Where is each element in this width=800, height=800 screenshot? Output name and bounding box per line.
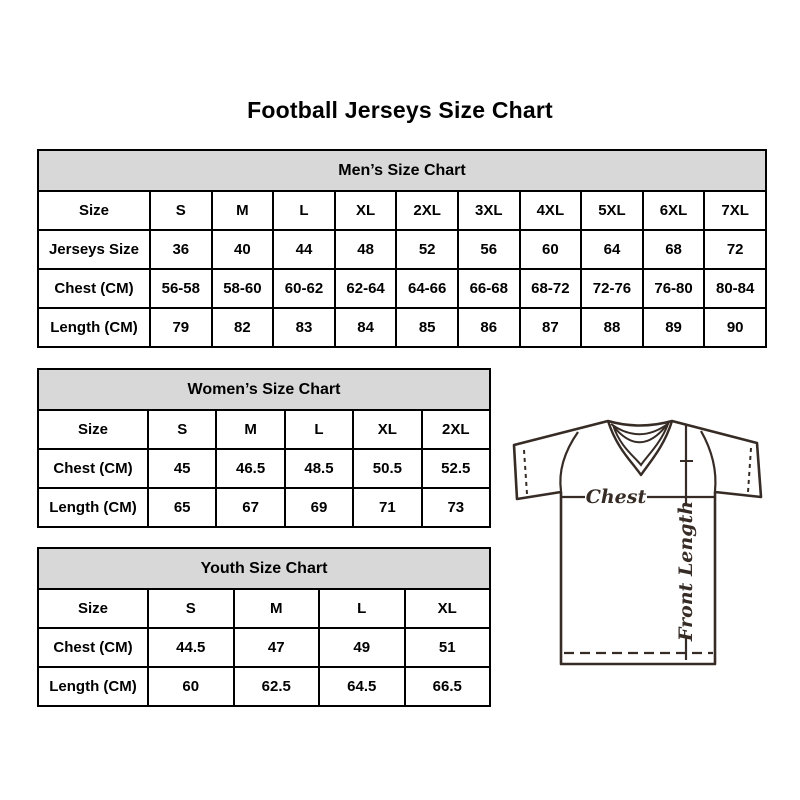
value-cell: S: [148, 410, 216, 449]
value-cell: 62.5: [234, 667, 320, 706]
value-cell: 7XL: [704, 191, 766, 230]
page-title: Football Jerseys Size Chart: [247, 97, 553, 123]
table-row: [38, 269, 766, 308]
right-armhole-seam: [701, 431, 715, 491]
value-cell: 64.5: [319, 667, 405, 706]
front-length-label: Front Length: [675, 500, 697, 642]
value-cell: 84: [335, 308, 397, 347]
value-cell: S: [150, 191, 212, 230]
chest-label: Chest: [585, 486, 647, 508]
value-cell: 73: [422, 488, 490, 527]
value-cell: 5XL: [581, 191, 643, 230]
value-cell: XL: [335, 191, 397, 230]
value-cell: 90: [704, 308, 766, 347]
row-header-cell: Chest (CM): [38, 269, 150, 308]
value-cell: M: [212, 191, 274, 230]
value-cell: S: [148, 589, 234, 628]
value-cell: XL: [405, 589, 491, 628]
value-cell: 60-62: [273, 269, 335, 308]
table-row: [38, 308, 766, 347]
value-cell: 64: [581, 230, 643, 269]
womens-size-table: [37, 368, 491, 528]
value-cell: 62-64: [335, 269, 397, 308]
value-cell: 69: [285, 488, 353, 527]
value-cell: M: [216, 410, 284, 449]
value-cell: 44.5: [148, 628, 234, 667]
mens-size-table: [37, 149, 767, 348]
row-header-cell: Chest (CM): [38, 628, 148, 667]
value-cell: 86: [458, 308, 520, 347]
value-cell: 48.5: [285, 449, 353, 488]
value-cell: 56: [458, 230, 520, 269]
value-cell: L: [285, 410, 353, 449]
youth-size-table: [37, 547, 491, 707]
row-header-cell: Length (CM): [38, 308, 150, 347]
value-cell: 3XL: [458, 191, 520, 230]
value-cell: 89: [643, 308, 705, 347]
value-cell: 47: [234, 628, 320, 667]
row-header-cell: Size: [38, 589, 148, 628]
value-cell: 67: [216, 488, 284, 527]
value-cell: 79: [150, 308, 212, 347]
value-cell: 72-76: [581, 269, 643, 308]
value-cell: 66-68: [458, 269, 520, 308]
right-cuff-dashed-line: [748, 448, 751, 492]
value-cell: 71: [353, 488, 421, 527]
row-header-cell: Jerseys Size: [38, 230, 150, 269]
value-cell: 66.5: [405, 667, 491, 706]
value-cell: 50.5: [353, 449, 421, 488]
value-cell: 60: [148, 667, 234, 706]
table-row: [38, 230, 766, 269]
value-cell: 51: [405, 628, 491, 667]
value-cell: 72: [704, 230, 766, 269]
value-cell: 46.5: [216, 449, 284, 488]
value-cell: 68: [643, 230, 705, 269]
value-cell: 49: [319, 628, 405, 667]
table-title: Women’s Size Chart: [38, 369, 490, 410]
jersey-outline-shape: [514, 421, 761, 664]
table-row: [38, 628, 490, 667]
value-cell: L: [273, 191, 335, 230]
table-title: Men’s Size Chart: [38, 150, 766, 191]
value-cell: 4XL: [520, 191, 582, 230]
value-cell: 87: [520, 308, 582, 347]
table-row: [38, 191, 766, 230]
value-cell: 2XL: [396, 191, 458, 230]
value-cell: 58-60: [212, 269, 274, 308]
jersey-measurement-diagram: [500, 405, 780, 675]
value-cell: 88: [581, 308, 643, 347]
row-header-cell: Size: [38, 410, 148, 449]
value-cell: 48: [335, 230, 397, 269]
value-cell: 85: [396, 308, 458, 347]
value-cell: 36: [150, 230, 212, 269]
value-cell: 76-80: [643, 269, 705, 308]
value-cell: 40: [212, 230, 274, 269]
table-row: [38, 589, 490, 628]
value-cell: 45: [148, 449, 216, 488]
row-header-cell: Length (CM): [38, 488, 148, 527]
value-cell: XL: [353, 410, 421, 449]
value-cell: 52: [396, 230, 458, 269]
left-armhole-seam: [560, 432, 578, 491]
value-cell: M: [234, 589, 320, 628]
table-row: [38, 410, 490, 449]
value-cell: 68-72: [520, 269, 582, 308]
left-cuff-dashed-line: [524, 450, 527, 494]
mens-size-table-grid: [37, 149, 767, 348]
value-cell: L: [319, 589, 405, 628]
value-cell: 44: [273, 230, 335, 269]
value-cell: 52.5: [422, 449, 490, 488]
row-header-cell: Length (CM): [38, 667, 148, 706]
value-cell: 83: [273, 308, 335, 347]
row-header-cell: Size: [38, 191, 150, 230]
table-title: Youth Size Chart: [38, 548, 490, 589]
womens-size-table-grid: [37, 368, 491, 528]
table-row: [38, 667, 490, 706]
value-cell: 80-84: [704, 269, 766, 308]
value-cell: 60: [520, 230, 582, 269]
value-cell: 6XL: [643, 191, 705, 230]
table-row: [38, 488, 490, 527]
value-cell: 64-66: [396, 269, 458, 308]
row-header-cell: Chest (CM): [38, 449, 148, 488]
value-cell: 56-58: [150, 269, 212, 308]
value-cell: 65: [148, 488, 216, 527]
value-cell: 2XL: [422, 410, 490, 449]
youth-size-table-grid: [37, 547, 491, 707]
table-row: [38, 449, 490, 488]
value-cell: 82: [212, 308, 274, 347]
